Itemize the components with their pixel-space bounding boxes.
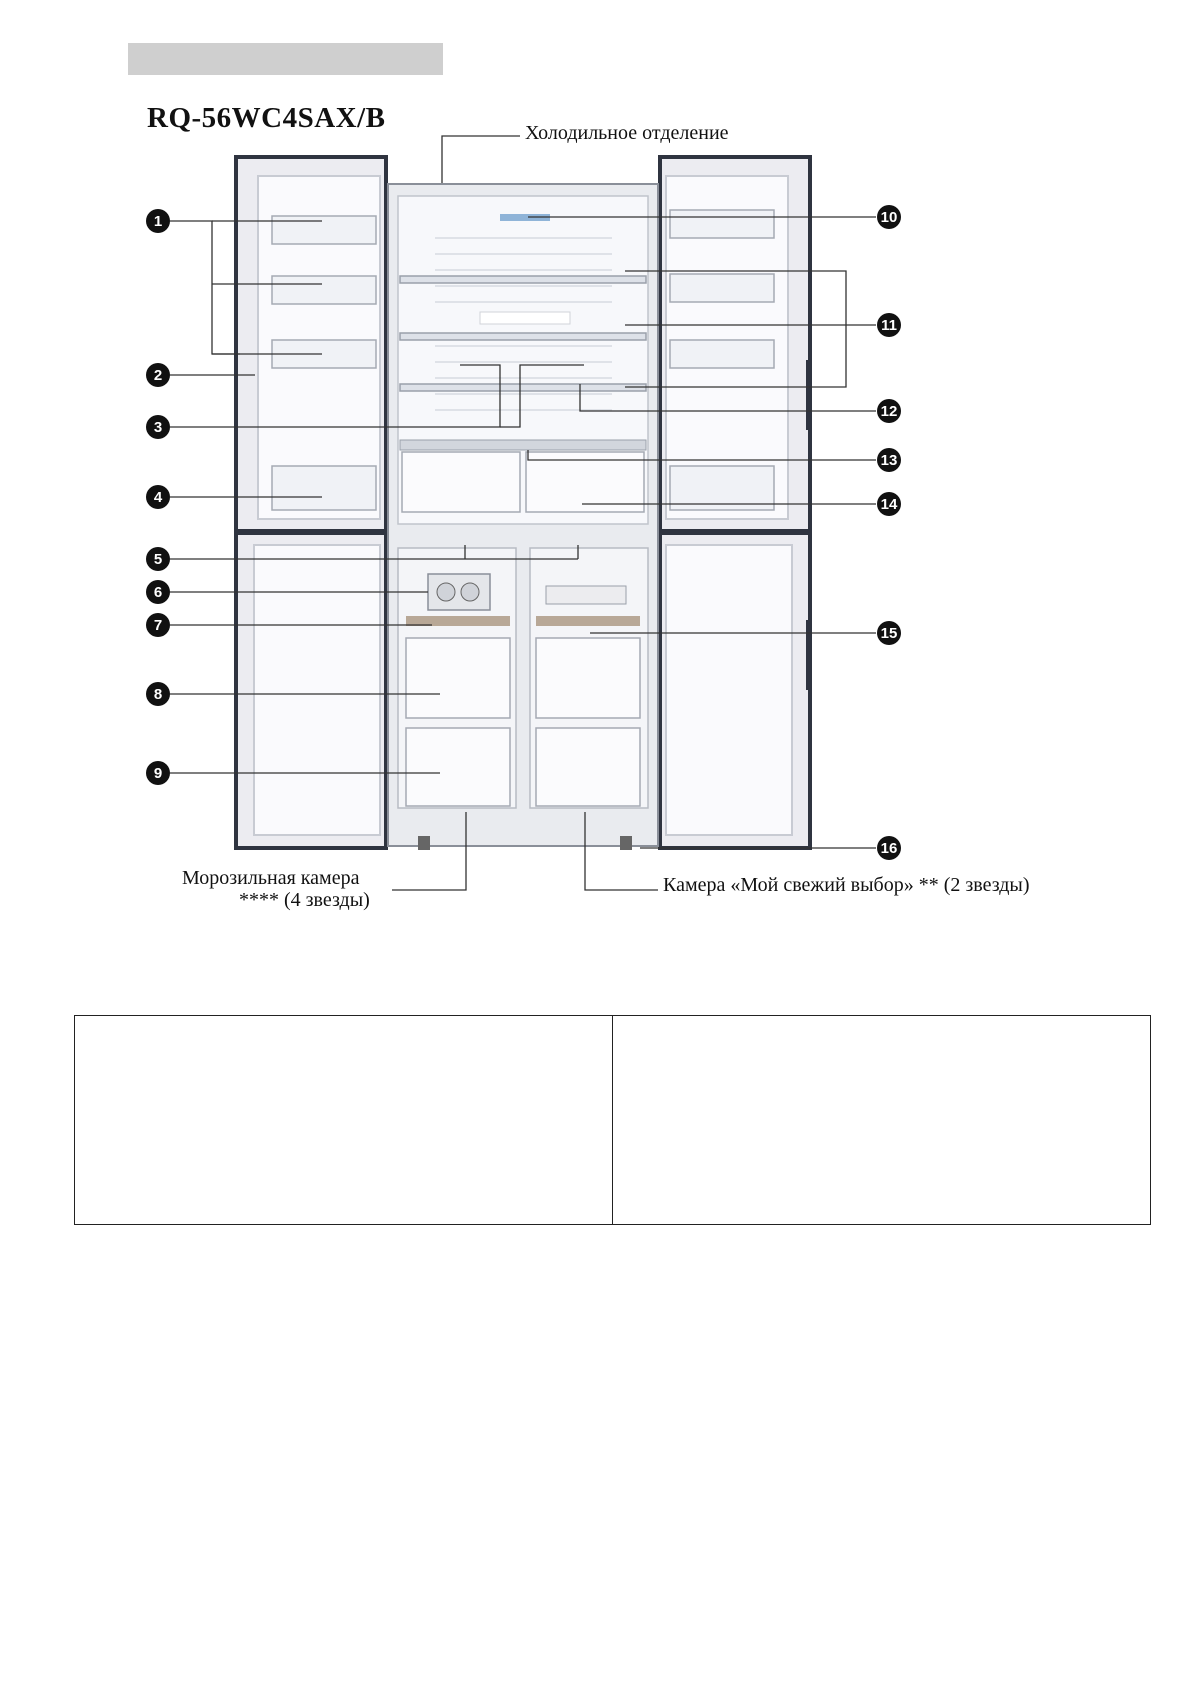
callout-9 <box>146 761 170 785</box>
callout-3 <box>146 415 170 439</box>
svg-text:4: 4 <box>153 489 163 506</box>
my-fresh-choice-label: Камера «Мой свежий выбор» ** (2 звезды) <box>663 874 1030 896</box>
parts-table <box>74 1015 1151 1225</box>
svg-text:10: 10 <box>880 209 898 226</box>
callout-16 <box>877 836 901 860</box>
callout-13 <box>877 448 901 472</box>
callout-10 <box>877 205 901 229</box>
callout-4 <box>146 485 170 509</box>
svg-text:11: 11 <box>881 317 897 334</box>
callout-5 <box>146 547 170 571</box>
fridge-compartment-label: Холодильное отделение <box>525 122 729 144</box>
freezer-label-line1: Морозильная камера <box>182 867 360 889</box>
table-cell-left <box>75 1016 613 1225</box>
callout-8 <box>146 682 170 706</box>
svg-text:16: 16 <box>880 840 898 857</box>
svg-text:15: 15 <box>880 625 898 642</box>
table-cell-right <box>613 1016 1151 1225</box>
svg-text:7: 7 <box>153 617 163 634</box>
svg-text:13: 13 <box>880 452 898 469</box>
callout-6 <box>146 580 170 604</box>
svg-text:14: 14 <box>880 496 898 513</box>
callout-2 <box>146 363 170 387</box>
svg-text:5: 5 <box>153 551 163 568</box>
svg-text:12: 12 <box>880 403 898 420</box>
callout-11 <box>877 313 901 337</box>
svg-text:3: 3 <box>153 419 163 436</box>
table-row <box>75 1016 1151 1225</box>
callout-14 <box>877 492 901 516</box>
svg-text:9: 9 <box>153 765 163 782</box>
svg-text:6: 6 <box>153 584 163 601</box>
svg-text:8: 8 <box>153 686 163 703</box>
callout-1 <box>146 209 170 233</box>
svg-text:1: 1 <box>153 213 163 230</box>
svg-text:2: 2 <box>153 367 163 384</box>
callout-7 <box>146 613 170 637</box>
callout-12 <box>877 399 901 423</box>
model-title: RQ-56WC4SAX/B <box>147 102 386 134</box>
freezer-label-line2: **** (4 звезды) <box>239 889 370 911</box>
callout-15 <box>877 621 901 645</box>
